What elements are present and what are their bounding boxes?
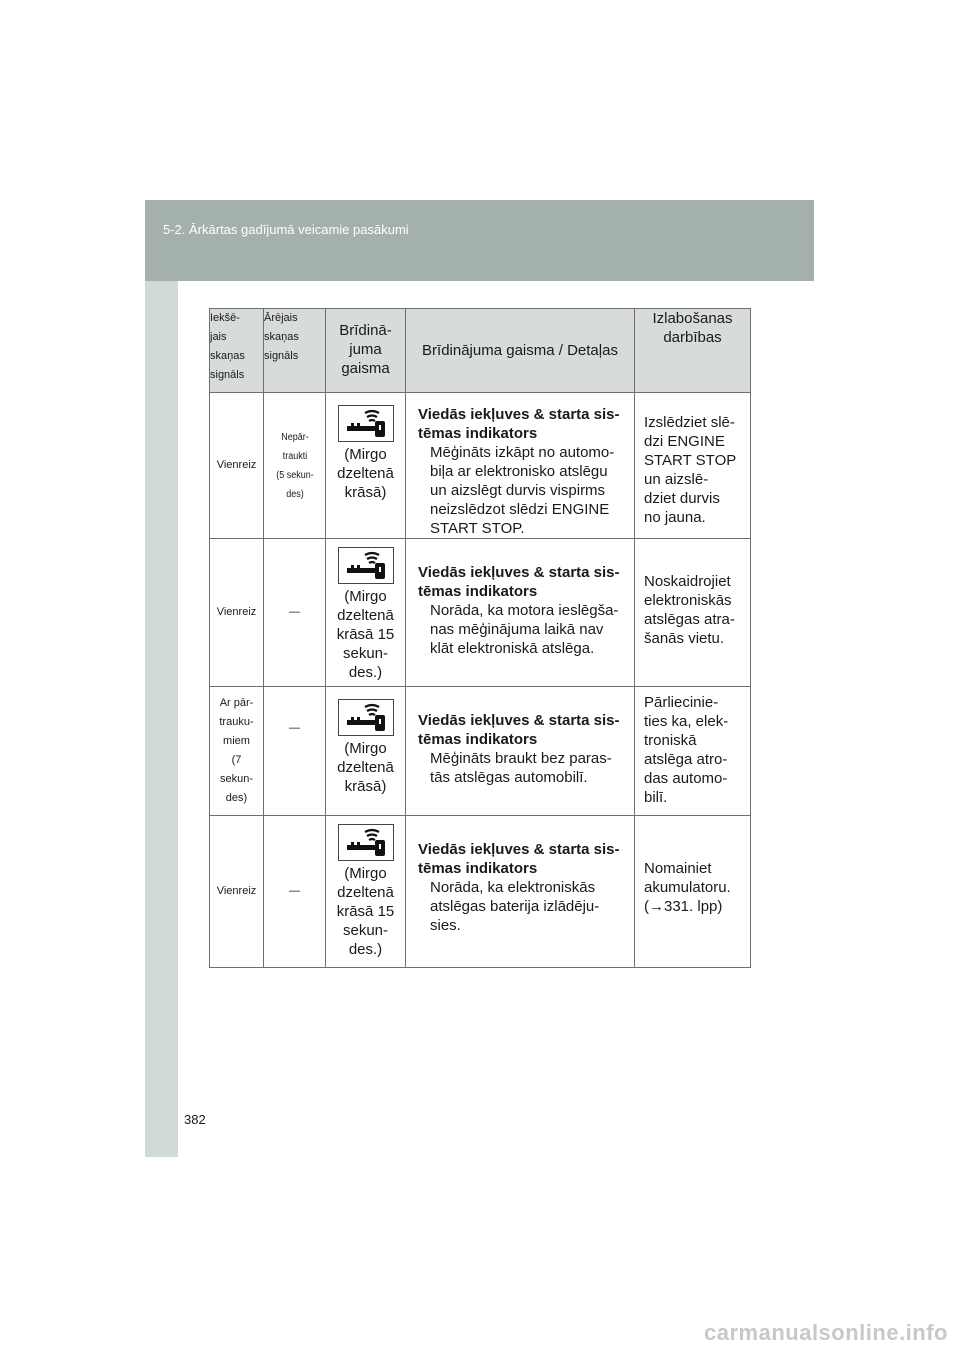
page-number: 382 [184,1112,206,1127]
correction-cell: Noskaidrojiet elektroniskās atslēgas atra- šanās vietu. [635,539,751,687]
warning-light-text: (Mirgo dzeltenā krāsā 15 sekun- des.) [336,588,395,681]
table-row [210,687,751,816]
indicator-title: Viedās iekļuves & starta sis- tēmas indikators [418,712,620,748]
smart-key-icon [338,405,394,442]
correction-cell: Izslēdziet slē- dzi ENGINE START STOP un aizslē- dziet durvis no jauna. [635,393,751,539]
external-buzzer-cell: — [264,539,326,687]
table-row [210,539,751,687]
external-buzzer-cell: — [264,687,326,816]
watermark: carmanualsonline.info [704,1320,948,1345]
details-cell [406,539,635,687]
details-cell [406,393,635,539]
external-buzzer-cell: Nepār- traukti (5 sekun- des) [267,393,323,539]
warning-light-text: (Mirgo dzeltenā krāsā) [337,740,394,795]
details-cell [406,816,635,968]
details-cell [406,687,635,816]
indicator-description: Norāda, ka elektroniskās atslēgas baterija izlādēju- sies. [430,879,600,934]
warning-light-text: (Mirgo dzeltenā krāsā) [337,446,394,501]
warning-light-cell [326,539,406,687]
correction-cell: Pārliecinie- ties ka, elek- troniskā atslēga atro- das automo- bilī. [635,687,751,816]
warning-light-cell [326,393,406,539]
col-details: Brīdinājuma gaisma / Detaļas [406,309,635,393]
internal-buzzer-cell: Vienreiz [210,393,264,539]
smart-key-icon [338,824,394,861]
col-correction: Izlabošanas darbības [635,309,751,393]
header-band [145,200,814,281]
correction-cell: Nomainiet akumulatoru. (→331. lpp) [635,816,751,968]
smart-key-icon [338,699,394,736]
side-strip [145,281,178,1157]
col-internal-buzzer: Iekšē- jais skaņas signāls [210,309,264,393]
indicator-description: Mēģināts izkāpt no automo- biļa ar elektronisko atslēgu un aizslēgt durvis vispirms neizslēdzot slēdzi ENGINE START STOP. [430,444,615,537]
table-row [210,393,751,539]
indicator-description: Mēģināts braukt bez paras- tās atslēgas automobilī. [430,750,612,786]
indicator-title: Viedās iekļuves & starta sis- tēmas indikators [418,841,620,877]
external-buzzer-cell: — [264,816,326,968]
warning-light-cell [326,816,406,968]
col-warning-light: Brīdinā- juma gaisma [326,309,406,393]
indicator-description: Norāda, ka motora ieslēgša- nas mēģinājuma laikā nav klāt elektroniskā atslēga. [430,602,619,657]
indicator-title: Viedās iekļuves & starta sis- tēmas indikators [418,406,620,442]
indicator-title: Viedās iekļuves & starta sis- tēmas indikators [418,564,620,600]
section-title: 5-2. Ārkārtas gadījumā veicamie pasākumi [163,222,409,237]
warning-light-cell [326,687,406,816]
warning-light-text: (Mirgo dzeltenā krāsā 15 sekun- des.) [336,865,395,958]
table-header-row [210,309,751,393]
col-external-buzzer: Ārējais skaņas signāls [264,309,326,393]
smart-key-icon [338,547,394,584]
internal-buzzer-cell: Vienreiz [210,816,264,968]
internal-buzzer-cell: Ar pār- trauku- miem (7 sekun- des) [210,687,264,816]
internal-buzzer-cell: Vienreiz [210,539,264,687]
warning-table [209,308,751,968]
table-row [210,816,751,968]
